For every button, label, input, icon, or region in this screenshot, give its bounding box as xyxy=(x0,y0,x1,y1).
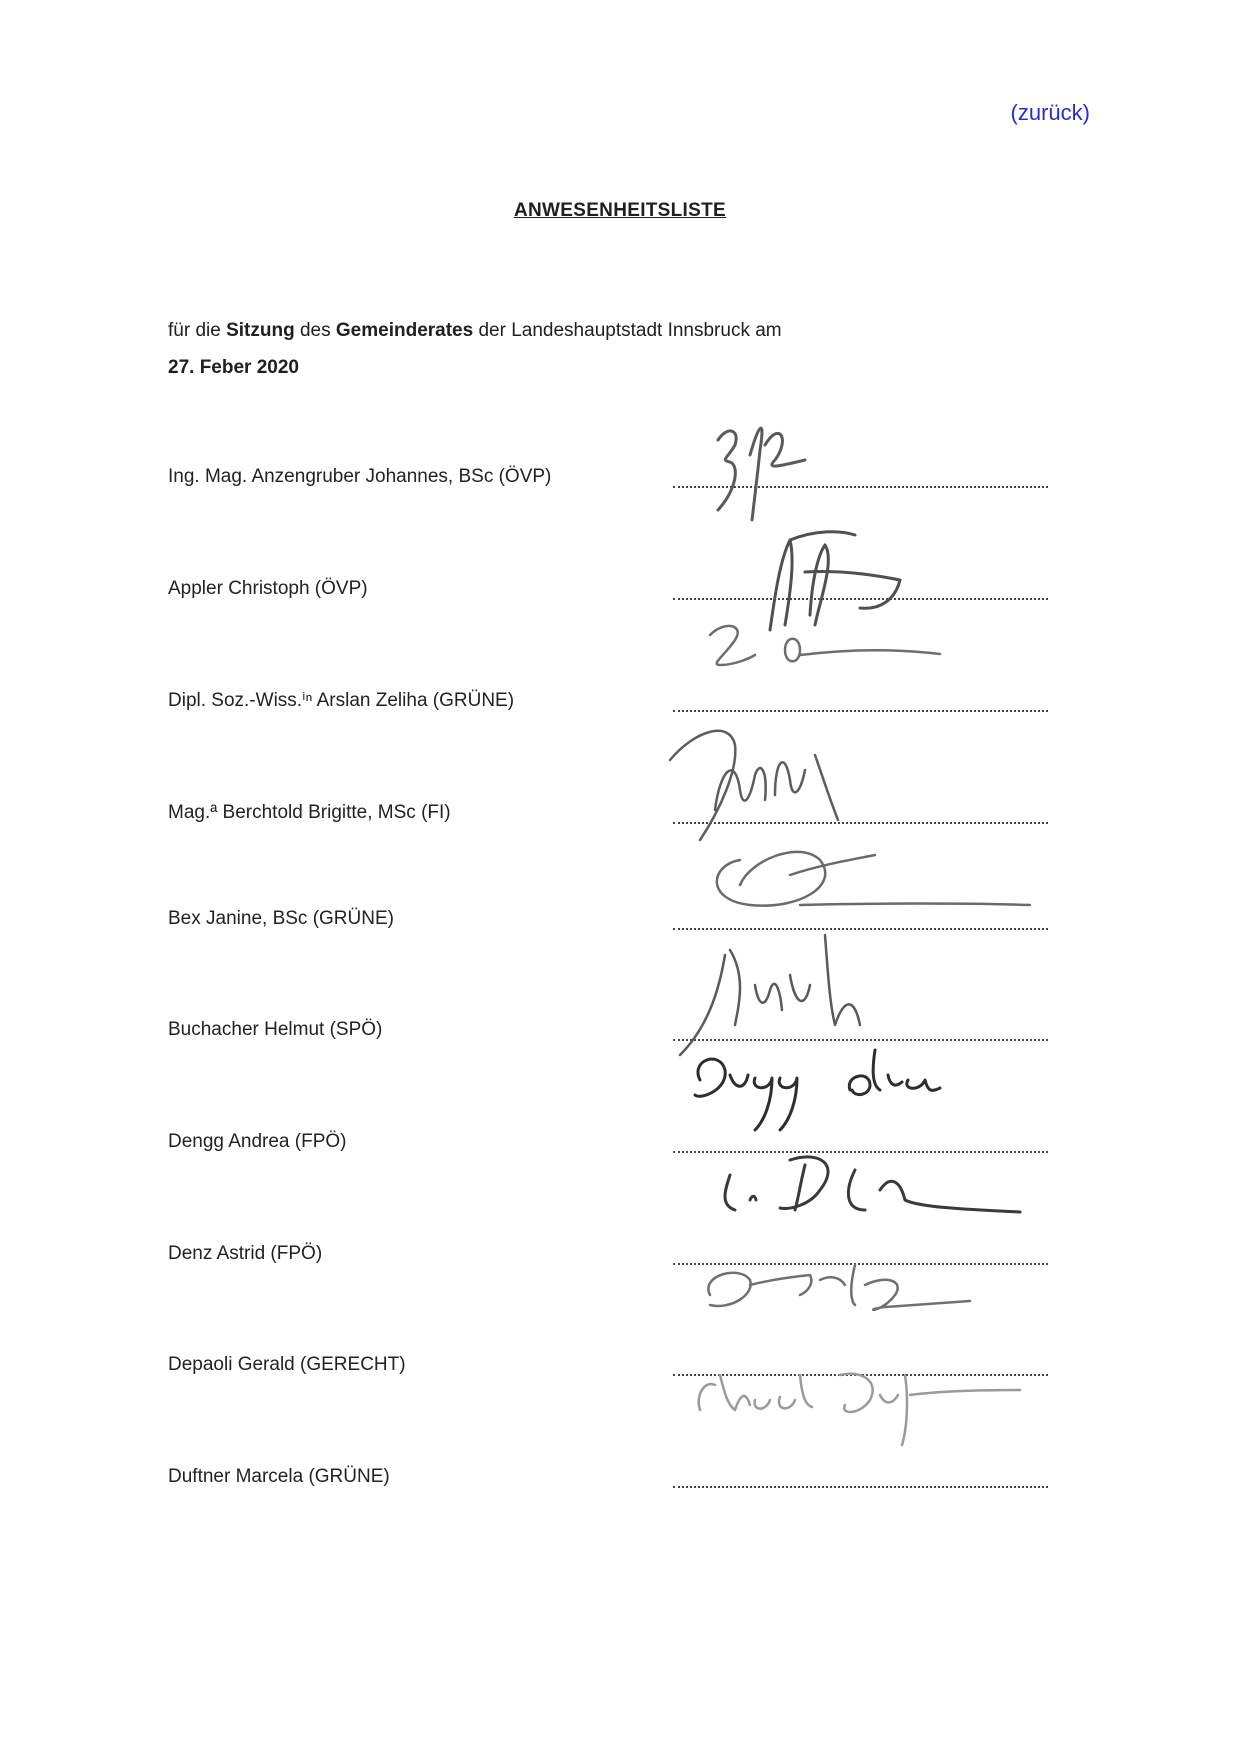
attendee-name: Appler Christoph (ÖVP) xyxy=(168,578,368,599)
attendee-name: Dengg Andrea (FPÖ) xyxy=(168,1131,347,1152)
attendee-name: Duftner Marcela (GRÜNE) xyxy=(168,1466,390,1487)
attendee-name: Depaoli Gerald (GERECHT) xyxy=(168,1354,406,1375)
attendee-name: Ing. Mag. Anzengruber Johannes, BSc (ÖVP) xyxy=(168,466,552,487)
intro-line: für die Sitzung des Gemeinderates der Landeshauptstadt Innsbruck am xyxy=(168,320,782,341)
signature-line xyxy=(673,1486,1048,1488)
attendee-name: Buchacher Helmut (SPÖ) xyxy=(168,1019,383,1040)
intro-text xyxy=(168,312,782,386)
attendee-name: Dipl. Soz.-Wiss.ⁱⁿ Arslan Zeliha (GRÜNE) xyxy=(168,690,515,711)
signature-duftner xyxy=(640,1335,1160,1485)
attendee-name: Bex Janine, BSc (GRÜNE) xyxy=(168,908,394,929)
attendee-name: Denz Astrid (FPÖ) xyxy=(168,1243,323,1264)
attendee-name: Mag.ª Berchtold Brigitte, MSc (FI) xyxy=(168,802,451,823)
meeting-date: 27. Feber 2020 xyxy=(168,357,299,378)
document-title: ANWESENHEITSLISTE xyxy=(513,200,726,221)
back-link[interactable]: (zurück) xyxy=(1010,100,1090,125)
